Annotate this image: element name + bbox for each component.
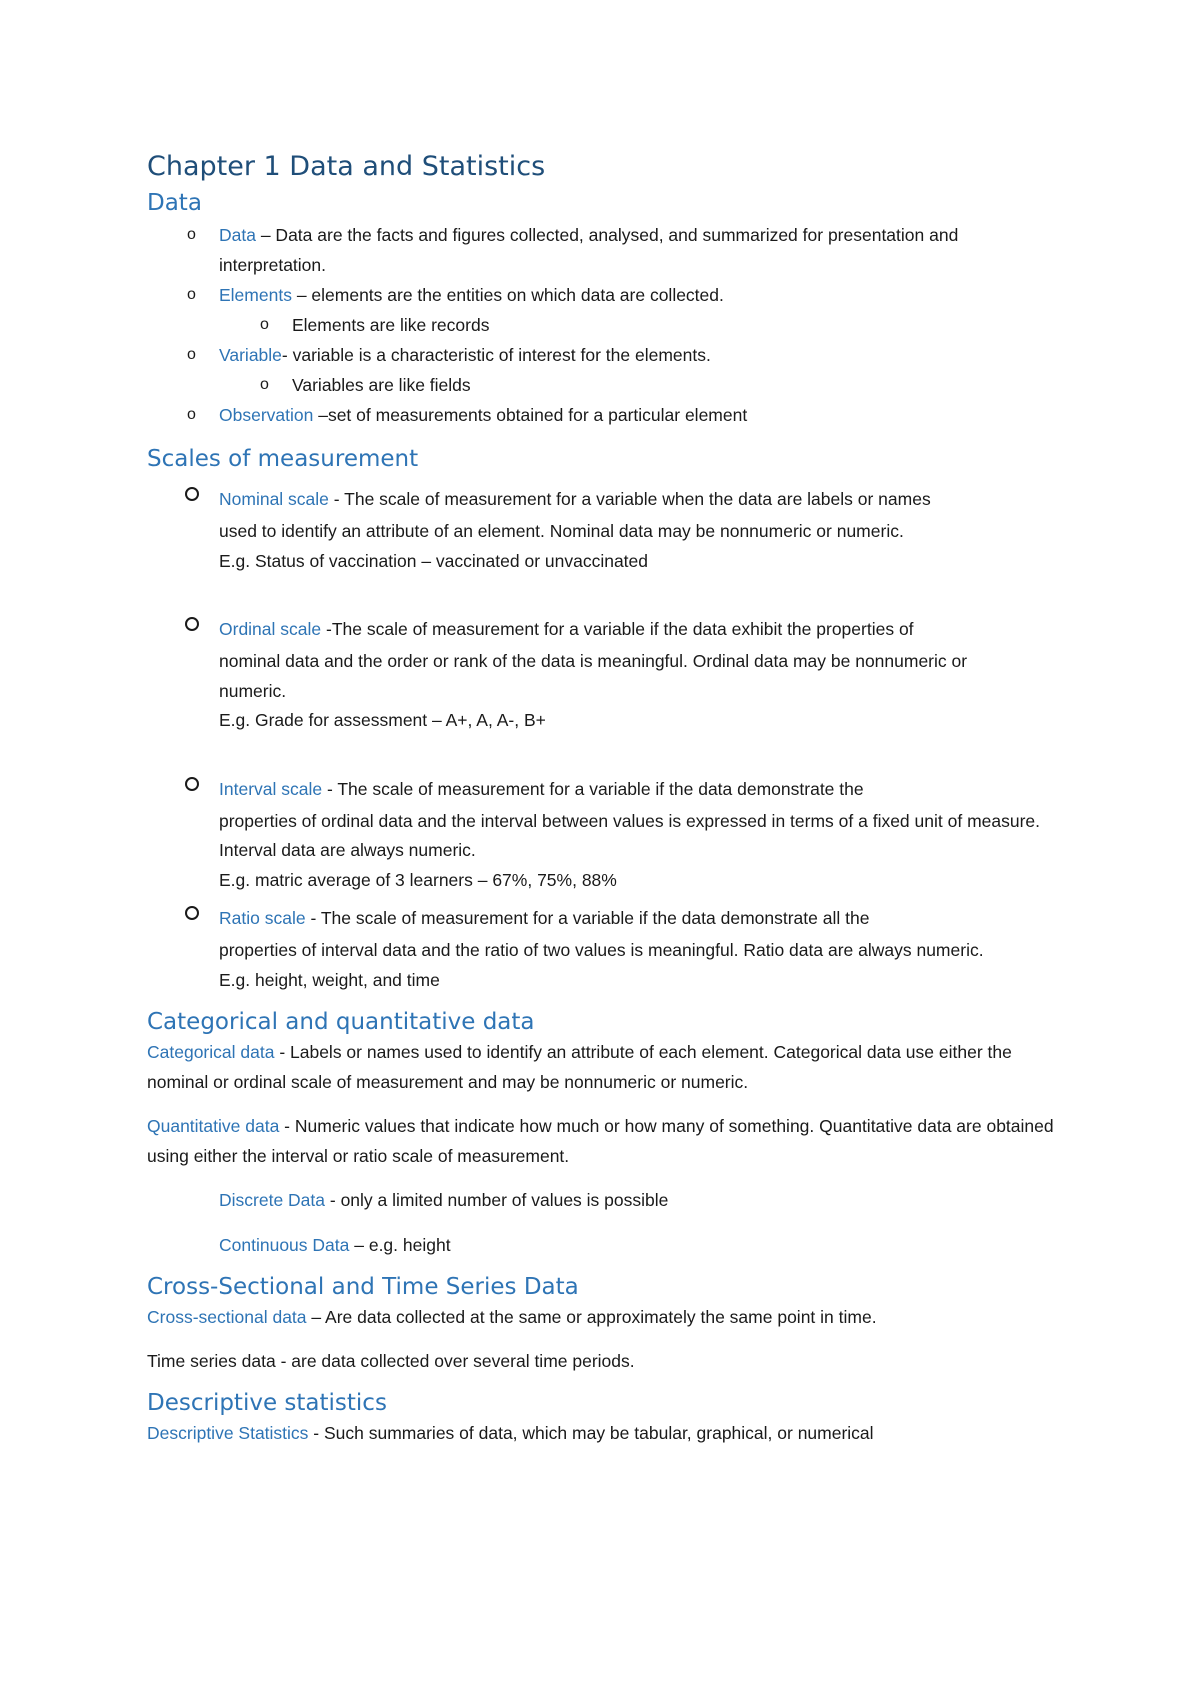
paragraph-continuous bbox=[147, 1230, 1067, 1260]
scale-first-line bbox=[219, 611, 1067, 647]
bullet-icon: o bbox=[260, 316, 269, 333]
scale-ordinal bbox=[147, 611, 1067, 736]
circle-bullet-icon bbox=[185, 617, 199, 631]
sub-item-text: Elements are like records bbox=[292, 315, 490, 335]
term-categorical: Categorical data bbox=[147, 1042, 275, 1062]
bullet-icon: o bbox=[187, 346, 196, 363]
sub-item-text: Variables are like fields bbox=[292, 375, 471, 395]
term-variable: Variable bbox=[219, 345, 282, 365]
scale-first-line bbox=[219, 771, 1067, 807]
definition-discrete: - only a limited number of values is possible bbox=[325, 1190, 669, 1210]
bullet-icon: o bbox=[260, 376, 269, 393]
paragraph-quantitative bbox=[147, 1111, 1067, 1171]
heading-scales: Scales of measurement bbox=[147, 446, 419, 472]
term-ratio: Ratio scale bbox=[219, 908, 306, 928]
term-observation: Observation bbox=[219, 405, 314, 425]
document-page bbox=[147, 140, 1067, 1448]
scale-definition-start: - The scale of measurement for a variable if the data demonstrate all the bbox=[305, 908, 870, 928]
sub-list-item-variables bbox=[147, 370, 1067, 400]
definition-categorical: - Labels or names used to identify an attribute of each element. Categorical data use either the nominal or ordinal scale of measurement and may be nonnumeric or numeric. bbox=[147, 1042, 1012, 1092]
definition-continuous: – e.g. height bbox=[349, 1235, 451, 1255]
paragraph-discrete bbox=[147, 1185, 1067, 1215]
scale-interval bbox=[147, 771, 1067, 896]
circle-bullet-icon bbox=[185, 777, 199, 791]
term-nominal: Nominal scale bbox=[219, 489, 329, 509]
term-continuous: Continuous Data bbox=[219, 1235, 350, 1255]
definition-cross-sectional: – Are data collected at the same or approximately the same point in time. bbox=[306, 1307, 877, 1327]
definition-variable: - variable is a characteristic of interest for the elements. bbox=[281, 345, 711, 365]
scale-definition-rest: nominal data and the order or rank of the data is meaningful. Ordinal data may be nonnumeric or numeric. bbox=[219, 651, 968, 701]
scale-definition-start: - The scale of measurement for a variable if the data demonstrate the bbox=[322, 778, 864, 799]
term-data: Data bbox=[219, 225, 256, 245]
scale-example: E.g. Grade for assessment – A+, A, A-, B+ bbox=[219, 710, 546, 730]
scale-example: E.g. matric average of 3 learners – 67%, 75%, 88% bbox=[219, 869, 617, 890]
definition-observation: –set of measurements obtained for a particular element bbox=[313, 405, 748, 425]
definition-descriptive-statistics: - Such summaries of data, which may be tabular, graphical, or numerical bbox=[308, 1423, 874, 1443]
scale-first-line bbox=[219, 900, 1067, 936]
scale-definition-rest: properties of interval data and the ratio of two values is meaningful. Ratio data are always numeric. bbox=[219, 940, 984, 960]
scale-definition-rest: properties of ordinal data and the interval between values is expressed in terms of a fixed unit of measure. Interval data are always numeric. bbox=[219, 810, 1041, 860]
scale-definition-start: -The scale of measurement for a variable if the data exhibit the properties of bbox=[321, 619, 914, 639]
heading-cross-sectional-time-series: Cross-Sectional and Time Series Data bbox=[147, 1274, 579, 1300]
term-interval: Interval scale bbox=[219, 778, 323, 799]
definition-elements: – elements are the entities on which data are collected. bbox=[291, 285, 724, 305]
circle-bullet-icon bbox=[185, 906, 199, 920]
bullet-icon: o bbox=[187, 286, 196, 303]
term-quantitative: Quantitative data bbox=[147, 1116, 280, 1136]
term-ordinal: Ordinal scale bbox=[219, 619, 322, 639]
scale-example: E.g. height, weight, and time bbox=[219, 969, 440, 990]
definition-data: – Data are the facts and figures collected, analysed, and summarized for presentation and interpretation. bbox=[219, 225, 959, 275]
paragraph-descriptive-statistics bbox=[147, 1418, 1067, 1448]
circle-bullet-icon bbox=[185, 487, 199, 501]
bullet-icon: o bbox=[187, 226, 196, 243]
list-item-variable bbox=[147, 340, 1067, 370]
paragraph-categorical bbox=[147, 1037, 1067, 1097]
paragraph-cross-sectional bbox=[147, 1302, 1067, 1332]
list-item-observation bbox=[147, 400, 1067, 430]
heading-categorical-quantitative: Categorical and quantitative data bbox=[147, 1009, 535, 1035]
term-discrete: Discrete Data bbox=[219, 1190, 326, 1210]
heading-descriptive-statistics: Descriptive statistics bbox=[147, 1390, 387, 1416]
heading-data: Data bbox=[147, 190, 202, 216]
term-cross-sectional: Cross-sectional data bbox=[147, 1307, 307, 1327]
paragraph-time-series: Time series data - are data collected over several time periods. bbox=[147, 1351, 635, 1371]
sub-list-item-elements bbox=[147, 310, 1067, 340]
list-item-data bbox=[147, 220, 1067, 280]
bullet-icon: o bbox=[187, 406, 196, 423]
scale-ratio bbox=[147, 900, 1067, 995]
page-title: Chapter 1 Data and Statistics bbox=[147, 151, 546, 182]
scale-definition-start: - The scale of measurement for a variable when the data are labels or names bbox=[328, 489, 931, 509]
list-item-elements bbox=[147, 280, 1067, 310]
scale-example: E.g. Status of vaccination – vaccinated or unvaccinated bbox=[219, 550, 649, 571]
scale-first-line bbox=[219, 481, 1067, 517]
scale-definition-rest: used to identify an attribute of an element. Nominal data may be nonnumeric or numeric. bbox=[219, 521, 904, 541]
term-descriptive-statistics: Descriptive Statistics bbox=[147, 1423, 309, 1443]
definition-quantitative: - Numeric values that indicate how much or how many of something. Quantitative data are obtained using either the interval or ratio scale of measurement. bbox=[147, 1116, 1054, 1166]
scale-nominal bbox=[147, 481, 1067, 576]
term-elements: Elements bbox=[219, 285, 292, 305]
